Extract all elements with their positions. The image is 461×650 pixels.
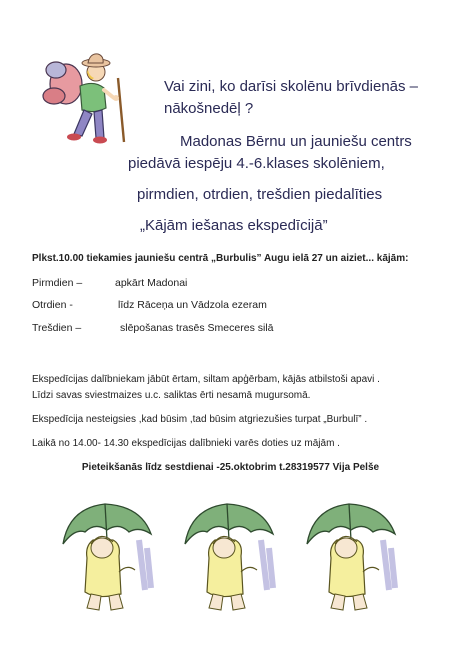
intro-line-1: Vai zini, ko darīsi skolēnu brīvdienās – xyxy=(164,78,419,95)
hiker-with-backpack-icon xyxy=(32,48,132,146)
child-with-umbrella-icon xyxy=(55,500,167,618)
schedule-day: Pirmdien – xyxy=(32,277,83,289)
info-paragraph-line: Līdzi savas sviestmaizes u.c. saliktas ērti nesamā mugursomā. xyxy=(32,390,311,401)
meeting-line: Plkst.10.00 tiekamies jauniešu centrā „Burbulis” Augu ielā 27 un aiziet... kājām: xyxy=(32,253,409,264)
info-paragraph-line: Ekspedīcijas dalībniekam jābūt ērtam, siltam apģērbam, kājās atbilstoši apavi . xyxy=(32,374,380,385)
registration-line: Pieteikšanās līdz sestdienai -25.oktobrim t.28319577 Vija Pelše xyxy=(81,462,380,473)
intro-line-4: piedāvā iespēju 4.-6.klases skolēniem, xyxy=(128,155,385,172)
intro-line-5: pirmdien, otrdien, trešdien piedalīties xyxy=(137,186,383,203)
intro-line-2: nākošnedēļ ? xyxy=(164,100,254,117)
child-with-umbrella-icon xyxy=(299,500,411,618)
schedule-route: līdz Rāceņa un Vādzola ezeram xyxy=(118,299,267,311)
schedule-route: apkārt Madonai xyxy=(115,277,188,289)
intro-line-6: „Kājām iešanas ekspedīcijā” xyxy=(140,217,328,234)
schedule-day: Trešdien – xyxy=(32,322,82,334)
schedule-route: slēpošanas trasēs Smeceres silā xyxy=(120,322,274,334)
child-with-umbrella-icon xyxy=(177,500,289,618)
intro-line-3: Madonas Bērnu un jauniešu centrs xyxy=(180,133,412,150)
info-paragraph: Ekspedīcija nesteigsies ,kad būsim ,tad būsim atgriezušies turpat „Burbulī” . xyxy=(32,414,368,425)
schedule-day: Otrdien - xyxy=(32,299,73,311)
info-paragraph: Laikā no 14.00- 14.30 ekspedīcijas dalībnieki varēs doties uz mājām . xyxy=(32,438,340,449)
walkers-illustration xyxy=(55,500,415,620)
